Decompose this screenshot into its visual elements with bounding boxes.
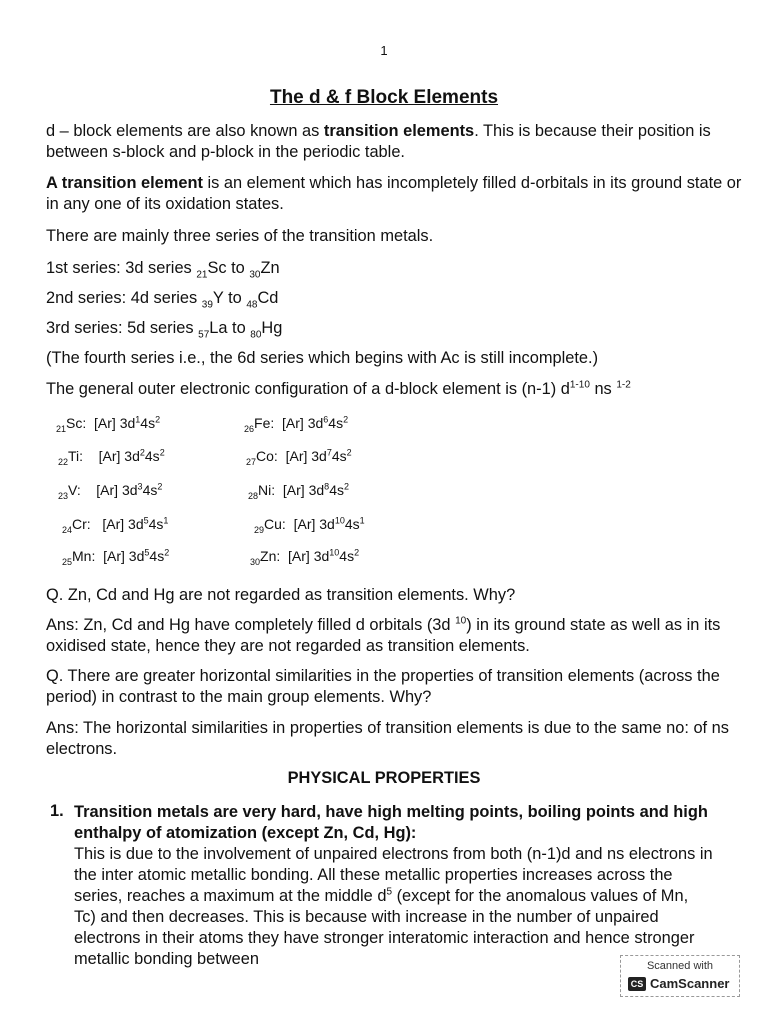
config-mn: $_{25}$Mn: [Ar] $3d^54s^2$: [62, 547, 170, 567]
question-1: Q. Zn, Cd and Hg are not regarded as transition elements. Why?: [46, 586, 516, 604]
stamp-brand: CamScanner: [650, 976, 730, 991]
definition-paragraph: A transition element is an element which has incompletely filled d-orbitals in its ground state or in any one of its oxidation states.: [46, 174, 742, 213]
section-heading: PHYSICAL PROPERTIES: [287, 769, 481, 787]
config-sc: $_{21}$Sc: [Ar] $3d^14s^2$: [56, 414, 161, 434]
fourth-series-note: (The fourth series i.e., the 6d series which begins with Ac is still incomplete.): [46, 349, 599, 367]
config-co: $_{27}$Co: [Ar] $3d^74s^2$: [246, 447, 352, 467]
config-fe: $_{26}$Fe: [Ar] $3d^64s^2$: [244, 414, 349, 434]
list-number: 1.: [50, 802, 64, 820]
question-2: Q. There are greater horizontal similarities in the properties of transition elements (across the period) in contrast to the main group elements. Why?: [46, 667, 720, 706]
series-line-3: 3rd series: 5d series $_{57}$La to $_{80}$Hg: [46, 319, 283, 341]
config-zn: $_{30}$Zn: [Ar] $3d^{10}4s^2$: [250, 547, 360, 567]
config-cu: $_{29}$Cu: [Ar] $3d^{10}4s^1$: [254, 515, 365, 535]
series-intro: There are mainly three series of the transition metals.: [46, 227, 434, 245]
answer-1: Ans: Zn, Cd and Hg have completely filled d orbitals (3d $^{10}$) in its ground state as well as in its oxidised state, hence they are not regarded as transition elements.: [46, 615, 721, 655]
intro-paragraph: d – block elements are also known as transition elements. This is because their position is between s-block and p-block in the periodic table.: [46, 122, 711, 161]
series-line-2: 2nd series: 4d series $_{39}$Y to $_{48}$Cd: [46, 289, 279, 311]
camscanner-logo-icon: CS: [628, 977, 646, 991]
page-title: The d & f Block Elements: [269, 87, 499, 108]
list-item-body: Transition metals are very hard, have high melting points, boiling points and high enthalpy of atomization (except Zn, Cd, Hg): This is due to the involvement of unpaired electrons from both (n-1)d and ns electrons in the inter atomic metallic bonding. All these metallic properties increases across the series, reaches a maximum at the middle $d^5$ (except for the anomalous values of Mn, Tc) and then decreases. This is because with increase in the number of unpaired electrons in their atoms they have stronger interatomic interaction and hence stronger metallic bonding between: [74, 803, 713, 968]
stamp-caption: Scanned with: [646, 960, 714, 972]
config-cr: $_{24}$Cr: [Ar] $3d^54s^1$: [62, 515, 169, 535]
camscanner-stamp: [620, 955, 740, 997]
config-v: $_{23}$V: [Ar] $3d^34s^2$: [58, 481, 163, 501]
config-ti: $_{22}$Ti: [Ar] $3d^24s^2$: [58, 447, 165, 467]
series-line-1: 1st series: 3d series $_{21}$Sc to $_{30}$Zn: [46, 259, 280, 281]
config-ni: $_{28}$Ni: [Ar] $3d^84s^2$: [248, 481, 349, 501]
general-configuration: The general outer electronic configuration of a d-block element is (n-1) $d^{1-10}$ ns $^{1-2}$: [46, 379, 631, 398]
answer-2: Ans: The horizontal similarities in properties of transition elements is due to the same no: of ns electrons.: [46, 719, 729, 758]
list-item-heading: Transition metals are very hard, have high melting points, boiling points and high enthalpy of atomization (except Zn, Cd, Hg):: [74, 803, 708, 842]
page-number: 1: [380, 43, 388, 58]
